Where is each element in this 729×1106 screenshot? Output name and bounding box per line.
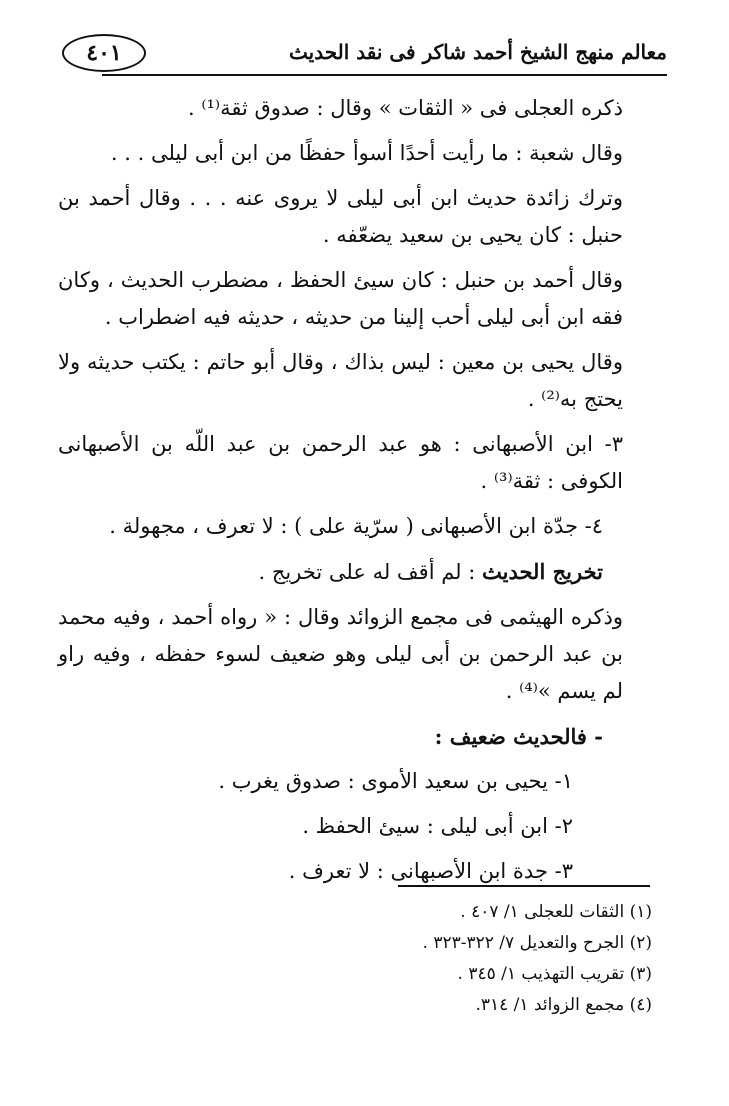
list-item: ٣- جدة ابن الأصبهانى : لا تعرف .	[288, 859, 573, 883]
paragraph: ذكره العجلى فى « الثقات » وقال : صدوق ثقة⁽¹⁾ .	[187, 96, 623, 120]
footnote-rule	[398, 885, 650, 887]
section-heading: تخريج الحديث	[482, 559, 603, 584]
paragraph	[58, 553, 663, 591]
paragraph: وقال يحيى بن معين : ليس بذاك ، وقال أبو حاتم : يكتب حديثه ولا يحتج به⁽²⁾ .	[58, 350, 623, 411]
footnotes	[300, 897, 652, 1021]
page-header	[62, 30, 667, 78]
header-rule	[102, 74, 667, 76]
footnote: (١) الثقات للعجلى ١/ ٤٠٧ .	[460, 902, 652, 922]
paragraph: وقال أحمد بن حنبل : كان سيئ الحفظ ، مضطرب الحديث ، وكان فقه ابن أبى ليلى أحب إلينا من حديثه ، حديثه فيه اضطراب .	[58, 268, 623, 329]
paragraph: وقال شعبة : ما رأيت أحدًا أسوأ حفظًا من ابن أبى ليلى . . .	[110, 141, 623, 165]
main-text	[58, 90, 663, 898]
paragraph: ٤- جدّة ابن الأصبهانى ( سرّية على ) : لا تعرف ، مجهولة .	[109, 514, 603, 538]
running-title: معالم منهج الشيخ أحمد شاكر فى نقد الحديث	[289, 40, 667, 64]
list-item: ١- يحيى بن سعيد الأموى : صدوق يغرب .	[218, 769, 573, 793]
conclusion-heading: - فالحديث ضعيف :	[434, 724, 603, 749]
footnote: (٢) الجرح والتعديل ٧/ ٣٢٢-٣٢٣ .	[422, 933, 652, 953]
footnote: (٣) تقريب التهذيب ١/ ٣٤٥ .	[457, 964, 652, 984]
paragraph: وترك زائدة حديث ابن أبى ليلى لا يروى عنه . . . وقال أحمد بن حنبل : كان يحيى بن سعيد يضعّفه .	[58, 186, 623, 247]
paragraph: وذكره الهيثمى فى مجمع الزوائد وقال : « رواه أحمد ، وفيه محمد بن عبد الرحمن بن أبى ليلى وهو ضعيف لسوء حفظه ، وفيه راو لم يسم »⁽⁴⁾ .	[58, 605, 623, 703]
list-item: ٢- ابن أبى ليلى : سيئ الحفظ .	[302, 814, 573, 838]
page-number: ٤٠١	[62, 34, 146, 72]
paragraph: ٣- ابن الأصبهانى : هو عبد الرحمن بن عبد اللّه بن الأصبهانى الكوفى : ثقة⁽³⁾ .	[58, 432, 623, 493]
section-text: : لم أقف له على تخريج .	[258, 560, 483, 584]
footnote: (٤) مجمع الزوائد ١/ ٣١٤.	[475, 995, 652, 1015]
